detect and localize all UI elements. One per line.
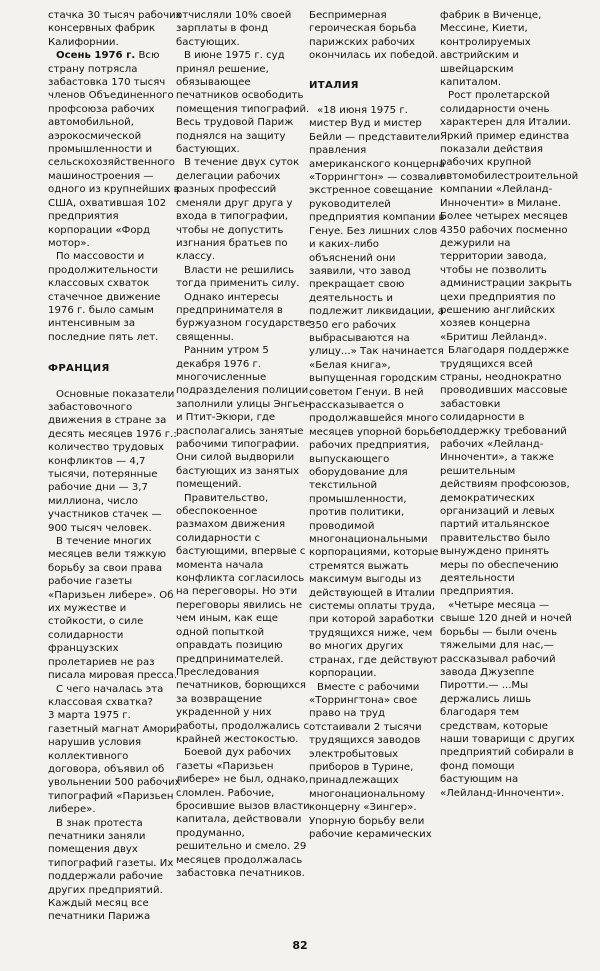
paragraph: [48, 49, 184, 250]
paragraph: Власти не решились тогда применить силу.: [176, 264, 300, 290]
section-heading-france: ФРАНЦИЯ: [48, 363, 110, 375]
paragraph: В июне 1975 г. суд принял решение, обязывающее печатников освободить помещения типографий. Весь трудовой Париж поднялся на защиту бастующих.: [176, 50, 310, 156]
paragraph: В знак протеста печатники заняли помещения двух типографий газеты. Их поддержали рабочие других предприятий. Каждый месяц все печатники Парижа: [48, 817, 174, 923]
paragraph: Рост пролетарской солидарности очень характерен для Италии. Яркий пример единства показали действия рабочих крупной автомобилестроительной компании «Лейланд-Инноченти» в Милане. Более четырех месяцев 4350 рабочих посменно дежурили на территории завода, чтобы не позволить администрации закрыть цехи предприятия по решению английских хозяев концерна «Бритиш Лейланд».: [440, 90, 579, 343]
paragraph: Беспримерная героическая борьба парижских рабочих окончилась их победой.: [309, 10, 439, 62]
paragraph: Вместе с рабочими «Торрингтона» свое право на труд отстаивали 2 тысячи трудящихся заводов электробытовых приборов в Турине, принадлежащих многонациональному концерну «Зингер». Упорную борьбу вели рабочие керамических: [309, 681, 432, 840]
date-heading: Осень 1976 г.: [56, 50, 136, 62]
paragraph: отчисляли 10% своей зарплаты в фонд бастующих.: [176, 10, 292, 48]
paragraph: В течение многих месяцев вели тяжкую борьбу за свои права рабочие газеты «Паризьен либере». Об их мужестве и стойкости, о силе солидарности французских пролетариев не раз писала мировая пресса.: [48, 536, 178, 682]
paragraph: С чего началась эта классовая схватка?: [48, 683, 164, 708]
paragraph: Правительство, обеспокоенное размахом движения солидарности с бастующими, впервые с момента начала конфликта согласилось на переговоры. Но эти переговоры явились не чем иным, как еще одной попыткой оправдать позицию предпринимателей. Преследования печатников, борющихся за возвращение украденной у них работы, продолжались с крайней жестокостью.: [176, 492, 310, 745]
paragraph: Боевой дух рабочих газеты «Паризьен либере» не был, однако, сломлен. Рабочие, бросившие вызов власти капитала, действовали продуманно, решительно и смело. 29 месяцев продолжалась забастовка печатников.: [176, 747, 310, 879]
text-column-4: [440, 9, 579, 800]
paragraph: «Четыре месяца — свыше 120 дней и ночей борьбы — были очень тяжелыми для нас,— рассказывал рабочий завода Джузеппе Пиротти.— ...Мы держались лишь благодаря тем средствам, которые наши товарищи с других предприятий собирали в фонд помощи бастующим на «Лейланд-Инноченти».: [440, 599, 575, 799]
paragraph: количество трудовых конфликтов — 4,7 тысячи, потерянные рабочие дни — 3,7 миллиона, число участников стачек — 900 тысяч человек.: [48, 442, 164, 534]
paragraph: По массовости и продолжительности классовых схваток стачечное движение 1976 г. было самым интенсивным за последние пять лет.: [48, 251, 161, 343]
paragraph: Ранним утром 5 декабря 1976 г. многочисленные подразделения полиции заполнили улицы Энгьен и Птит-Экюри, где располагались занятые рабочими типографии. Они силой выдворили бастующих из занятых помещений.: [176, 345, 312, 491]
paragraph: 3 марта 1975 г. газетный магнат Амори, нарушив условия коллективного договора, объявил об увольнении 500 рабочих типографий «Паризьен либере».: [48, 710, 181, 816]
paragraph: В течение двух суток делегации рабочих разных профессий сменяли друг друга у входа в типографии, чтобы не допустить изгнания братьев по классу.: [176, 157, 300, 263]
paragraph: Благодаря поддержке трудящихся всей страны, неоднократно проводивших массовые забастовки солидарности в поддержку требований рабочих «Лейланд-Инноченти», а также решительным действиям профсоюзов, демократических организаций и левых партий итальянское правительство было вынуждено принять меры по обеспечению деятельности предприятия.: [440, 345, 570, 598]
paragraph: Основные показатели забастовочного движения в стране за десять месяцев 1976 г.:: [48, 388, 177, 440]
text-column-2: [176, 9, 312, 880]
text-column-1: [48, 9, 184, 924]
paragraph-text: Всю страну потрясла забастовка 170 тысяч членов Объединенного профсоюза рабочих автомобильной, аэрокосмической промышленности и сельскохозяйственного машиностроения — одного из крупнейших в США, охватившая 102 предприятия корпорации «Форд мотор».: [48, 50, 180, 249]
text-column-3: [309, 9, 445, 841]
paragraph: Однако интересы предпринимателя в буржуазном государстве священны.: [176, 291, 312, 343]
page-number: 82: [292, 939, 308, 952]
paragraph: фабрик в Виченце, Мессине, Киети, контролируемых австрийским и швейцарским капиталом.: [440, 10, 542, 89]
paragraph: «18 июня 1975 г. мистер Вуд и мистер Бейли — представители правления американского концерна «Торрингтон» — созвали экстренное совещание руководителей предприятия компании в Генуе. Без лишних слов и каких-либо объяснений они заявили, что завод прекращает свою деятельность и подлежит ликвидации, а 350 его рабочих выбрасываются на улицу...» Так начинается «Белая книга», выпущенная городским советом Генуи. В ней рассказывается о продолжавшейся много месяцев упорной борьбе рабочих предприятия, выпускающего оборудование для текстильной промышленности, против политики, проводимой многонациональными корпорациями, которые стремятся выжать максимум выгоды из действующей в Италии системы оплаты труда, при которой заработки трудящихся ниже, чем во многих других странах, где действуют корпорации.: [309, 105, 445, 680]
section-heading-italy: ИТАЛИЯ: [309, 79, 359, 91]
paragraph: стачка 30 тысяч рабочих консервных фабрик Калифорнии.: [48, 10, 182, 48]
